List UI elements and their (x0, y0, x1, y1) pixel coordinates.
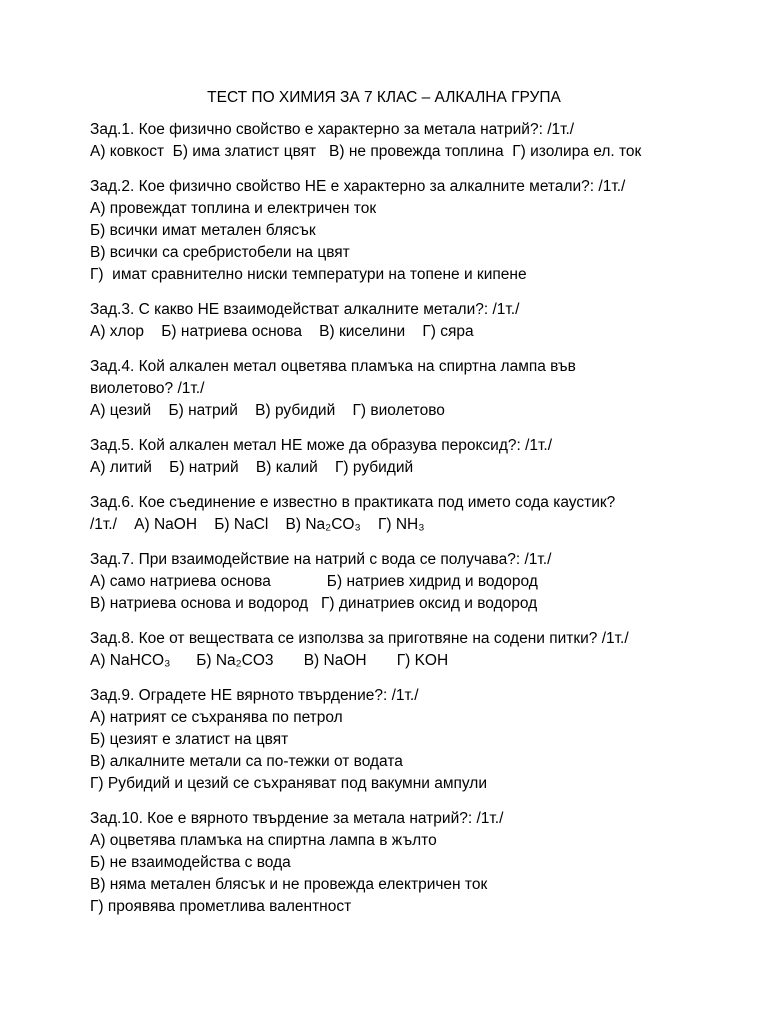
question-7-options-cd: В) натриева основа и водород Г) динатриев оксид и водород (90, 595, 538, 612)
question-9-option-c: В) алкалните метали са по-тежки от водата (90, 753, 403, 770)
question-2 (90, 176, 760, 286)
page-title: ТЕСТ ПО ХИМИЯ ЗА 7 КЛАС – АЛКАЛНА ГРУПА (207, 89, 561, 106)
question-5-options: А) литий Б) натрий В) калий Г) рубидий (90, 459, 414, 476)
question-4-options: А) цезий Б) натрий В) рубидий Г) виолетово (90, 402, 445, 419)
question-6-text: Зад.6. Кое съединение е известно в практиката под името сода каустик? (90, 494, 616, 511)
question-5 (90, 435, 760, 479)
question-5-text: Зад.5. Кой алкален метал НЕ може да образува пероксид?: /1т./ (90, 437, 553, 454)
question-10-text: Зад.10. Кое е вярното твърдение за метала натрий?: /1т./ (90, 810, 504, 827)
question-2-text: Зад.2. Кое физично свойство НЕ е характерно за алкалните метали?: /1т./ (90, 178, 626, 195)
question-7 (90, 549, 760, 615)
question-6-options: /1т./ А) NaOH Б) NaCl В) Na₂CO₃ Г) NH₃ (90, 516, 425, 533)
question-6 (90, 492, 760, 536)
question-9-text: Зад.9. Оградете НЕ вярното твърдение?: /1т./ (90, 687, 419, 704)
question-2-option-a: А) провеждат топлина и електричен ток (90, 200, 377, 217)
question-3-options: А) хлор Б) натриева основа В) киселини Г) сяра (90, 323, 474, 340)
question-1-options: А) ковкост Б) има златист цвят В) не провежда топлина Г) изолира ел. ток (90, 143, 642, 160)
question-10-option-d: Г) проявява прометлива валентност (90, 898, 352, 915)
question-9-option-a: А) натрият се съхранява по петрол (90, 709, 343, 726)
question-2-option-d: Г) имат сравнително ниски температури на топене и кипене (90, 266, 527, 283)
question-9 (90, 685, 760, 795)
question-8 (90, 628, 760, 672)
question-3 (90, 299, 760, 343)
question-1-text: Зад.1. Кое физично свойство е характерно за метала натрий?: /1т./ (90, 121, 575, 138)
question-4 (90, 356, 760, 422)
question-4-text-cont: виолетово? /1т./ (90, 380, 205, 397)
question-4-text: Зад.4. Кой алкален метал оцветява пламъка на спиртна лампа във (90, 358, 576, 375)
question-7-options-ab: А) само натриева основа Б) натриев хидрид и водород (90, 573, 538, 590)
question-10-option-c: В) няма метален блясък и не провежда електричен ток (90, 876, 488, 893)
question-8-options: А) NaHCO₃ Б) Na₂CO3 В) NaOH Г) KOH (90, 652, 449, 669)
question-8-text: Зад.8. Кое от веществата се използва за приготвяне на содени питки? /1т./ (90, 630, 629, 647)
question-7-text: Зад.7. При взаимодействие на натрий с вода се получава?: /1т./ (90, 551, 552, 568)
question-10-option-b: Б) не взаимодейства с вода (90, 854, 291, 871)
question-9-option-b: Б) цезият е златист на цвят (90, 731, 289, 748)
question-2-option-c: В) всички са сребристобели на цвят (90, 244, 350, 261)
question-10 (90, 808, 760, 918)
questions-list (90, 119, 760, 931)
question-10-option-a: А) оцветява пламъка на спиртна лампа в жълто (90, 832, 437, 849)
question-1 (90, 119, 760, 163)
question-9-option-d: Г) Рубидий и цезий се съхраняват под вакумни ампули (90, 775, 488, 792)
question-2-option-b: Б) всички имат метален блясък (90, 222, 316, 239)
question-3-text: Зад.3. С какво НЕ взаимодействат алкалните метали?: /1т./ (90, 301, 520, 318)
